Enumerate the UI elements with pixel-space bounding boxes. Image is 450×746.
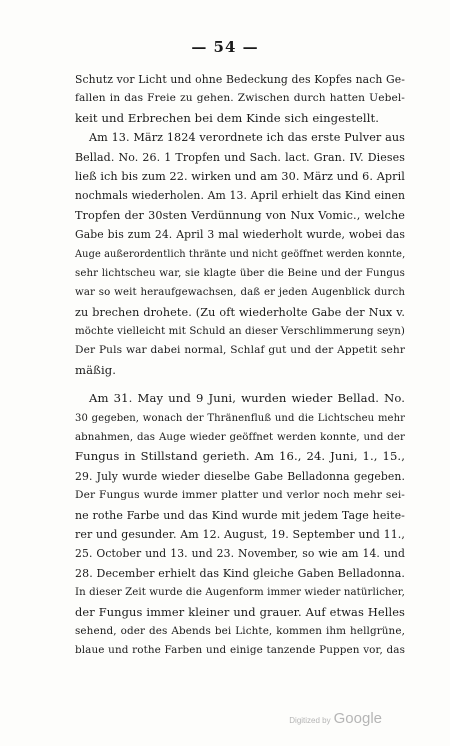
- digitization-watermark: [289, 710, 382, 728]
- text-line: abnahmen, das Auge wieder geöffnet werden konnte, und der: [75, 432, 405, 444]
- text-line: 29. July wurde wieder dieselbe Gabe Belladonna gegeben.: [75, 469, 405, 483]
- text-line: rer und gesunder. Am 12. August, 19. September und 11.,: [75, 527, 405, 541]
- text-line: Der Puls war dabei normal, Schlaf gut und der Appetit sehr: [75, 344, 405, 357]
- text-line: Am 13. März 1824 verordnete ich das erste Pulver aus: [89, 131, 405, 145]
- text-line: möchte vielleicht mit Schuld an dieser Verschlimmerung seyn): [75, 326, 405, 338]
- text-line: sehend, oder des Abends bei Lichte, kommen ihm hellgrüne,: [75, 624, 405, 637]
- text-line: ließ ich bis zum 22. wirken und am 30. März und 6. April: [75, 169, 405, 183]
- text-line: blaue und rothe Farben und einige tanzende Puppen vor, das: [75, 644, 405, 657]
- text-line: sehr lichtscheu war, sie klagte über die Beine und der Fungus: [75, 267, 405, 279]
- text-line: Gabe bis zum 24. April 3 mal wiederholt wurde, wobei das: [75, 228, 405, 242]
- page-number: — 54 —: [191, 38, 259, 56]
- text-line: Tropfen der 30sten Verdünnung von Nux Vomic., welche: [75, 208, 405, 222]
- text-line: ne rothe Farbe und das Kind wurde mit jedem Tage heite-: [75, 508, 405, 522]
- text-line: Bellad. No. 26. 1 Tropfen und Sach. lact. Gran. IV. Dieses: [75, 150, 405, 164]
- text-line: Am 31. May und 9 Juni, wurden wieder Bellad. No.: [89, 391, 405, 406]
- text-line: keit und Erbrechen bei dem Kinde sich eingestellt.: [75, 110, 380, 125]
- text-line: 28. December erhielt das Kind gleiche Gaben Belladonna.: [75, 566, 405, 580]
- text-line: 30 gegeben, wonach der Thränenfluß und die Lichtscheu mehr: [75, 412, 405, 424]
- text-line: Fungus in Stillstand gerieth. Am 16., 24. Juni, 1., 15.,: [75, 449, 405, 464]
- text-line: war so weit heraufgewachsen, daß er jeden Augenblick durch: [75, 287, 405, 299]
- text-line: Auge außerordentlich thränte und nicht geöffnet werden konnte,: [75, 248, 406, 260]
- text-line: nochmals wiederholen. Am 13. April erhielt das Kind einen: [75, 189, 405, 203]
- text-line: In dieser Zeit wurde die Augenform immer wieder natürlicher,: [75, 587, 405, 599]
- text-line: mäßig.: [75, 362, 117, 377]
- watermark-prefix: Digitized by: [289, 716, 331, 725]
- text-line: Schutz vor Licht und ohne Bedeckung des Kopfes nach Ge-: [75, 73, 405, 86]
- text-line: zu brechen drohete. (Zu oft wiederholte Gabe der Nux v.: [75, 305, 405, 319]
- text-line: Der Fungus wurde immer platter und verlor noch mehr sei-: [75, 489, 405, 502]
- watermark-brand: Google: [333, 710, 382, 727]
- text-line: der Fungus immer kleiner und grauer. Auf etwas Helles: [75, 604, 405, 619]
- text-line: fallen in das Freie zu gehen. Zwischen durch hatten Uebel-: [75, 92, 405, 105]
- body-text: [75, 70, 405, 661]
- text-line: 25. October und 13. und 23. November, so wie am 14. und: [75, 547, 405, 561]
